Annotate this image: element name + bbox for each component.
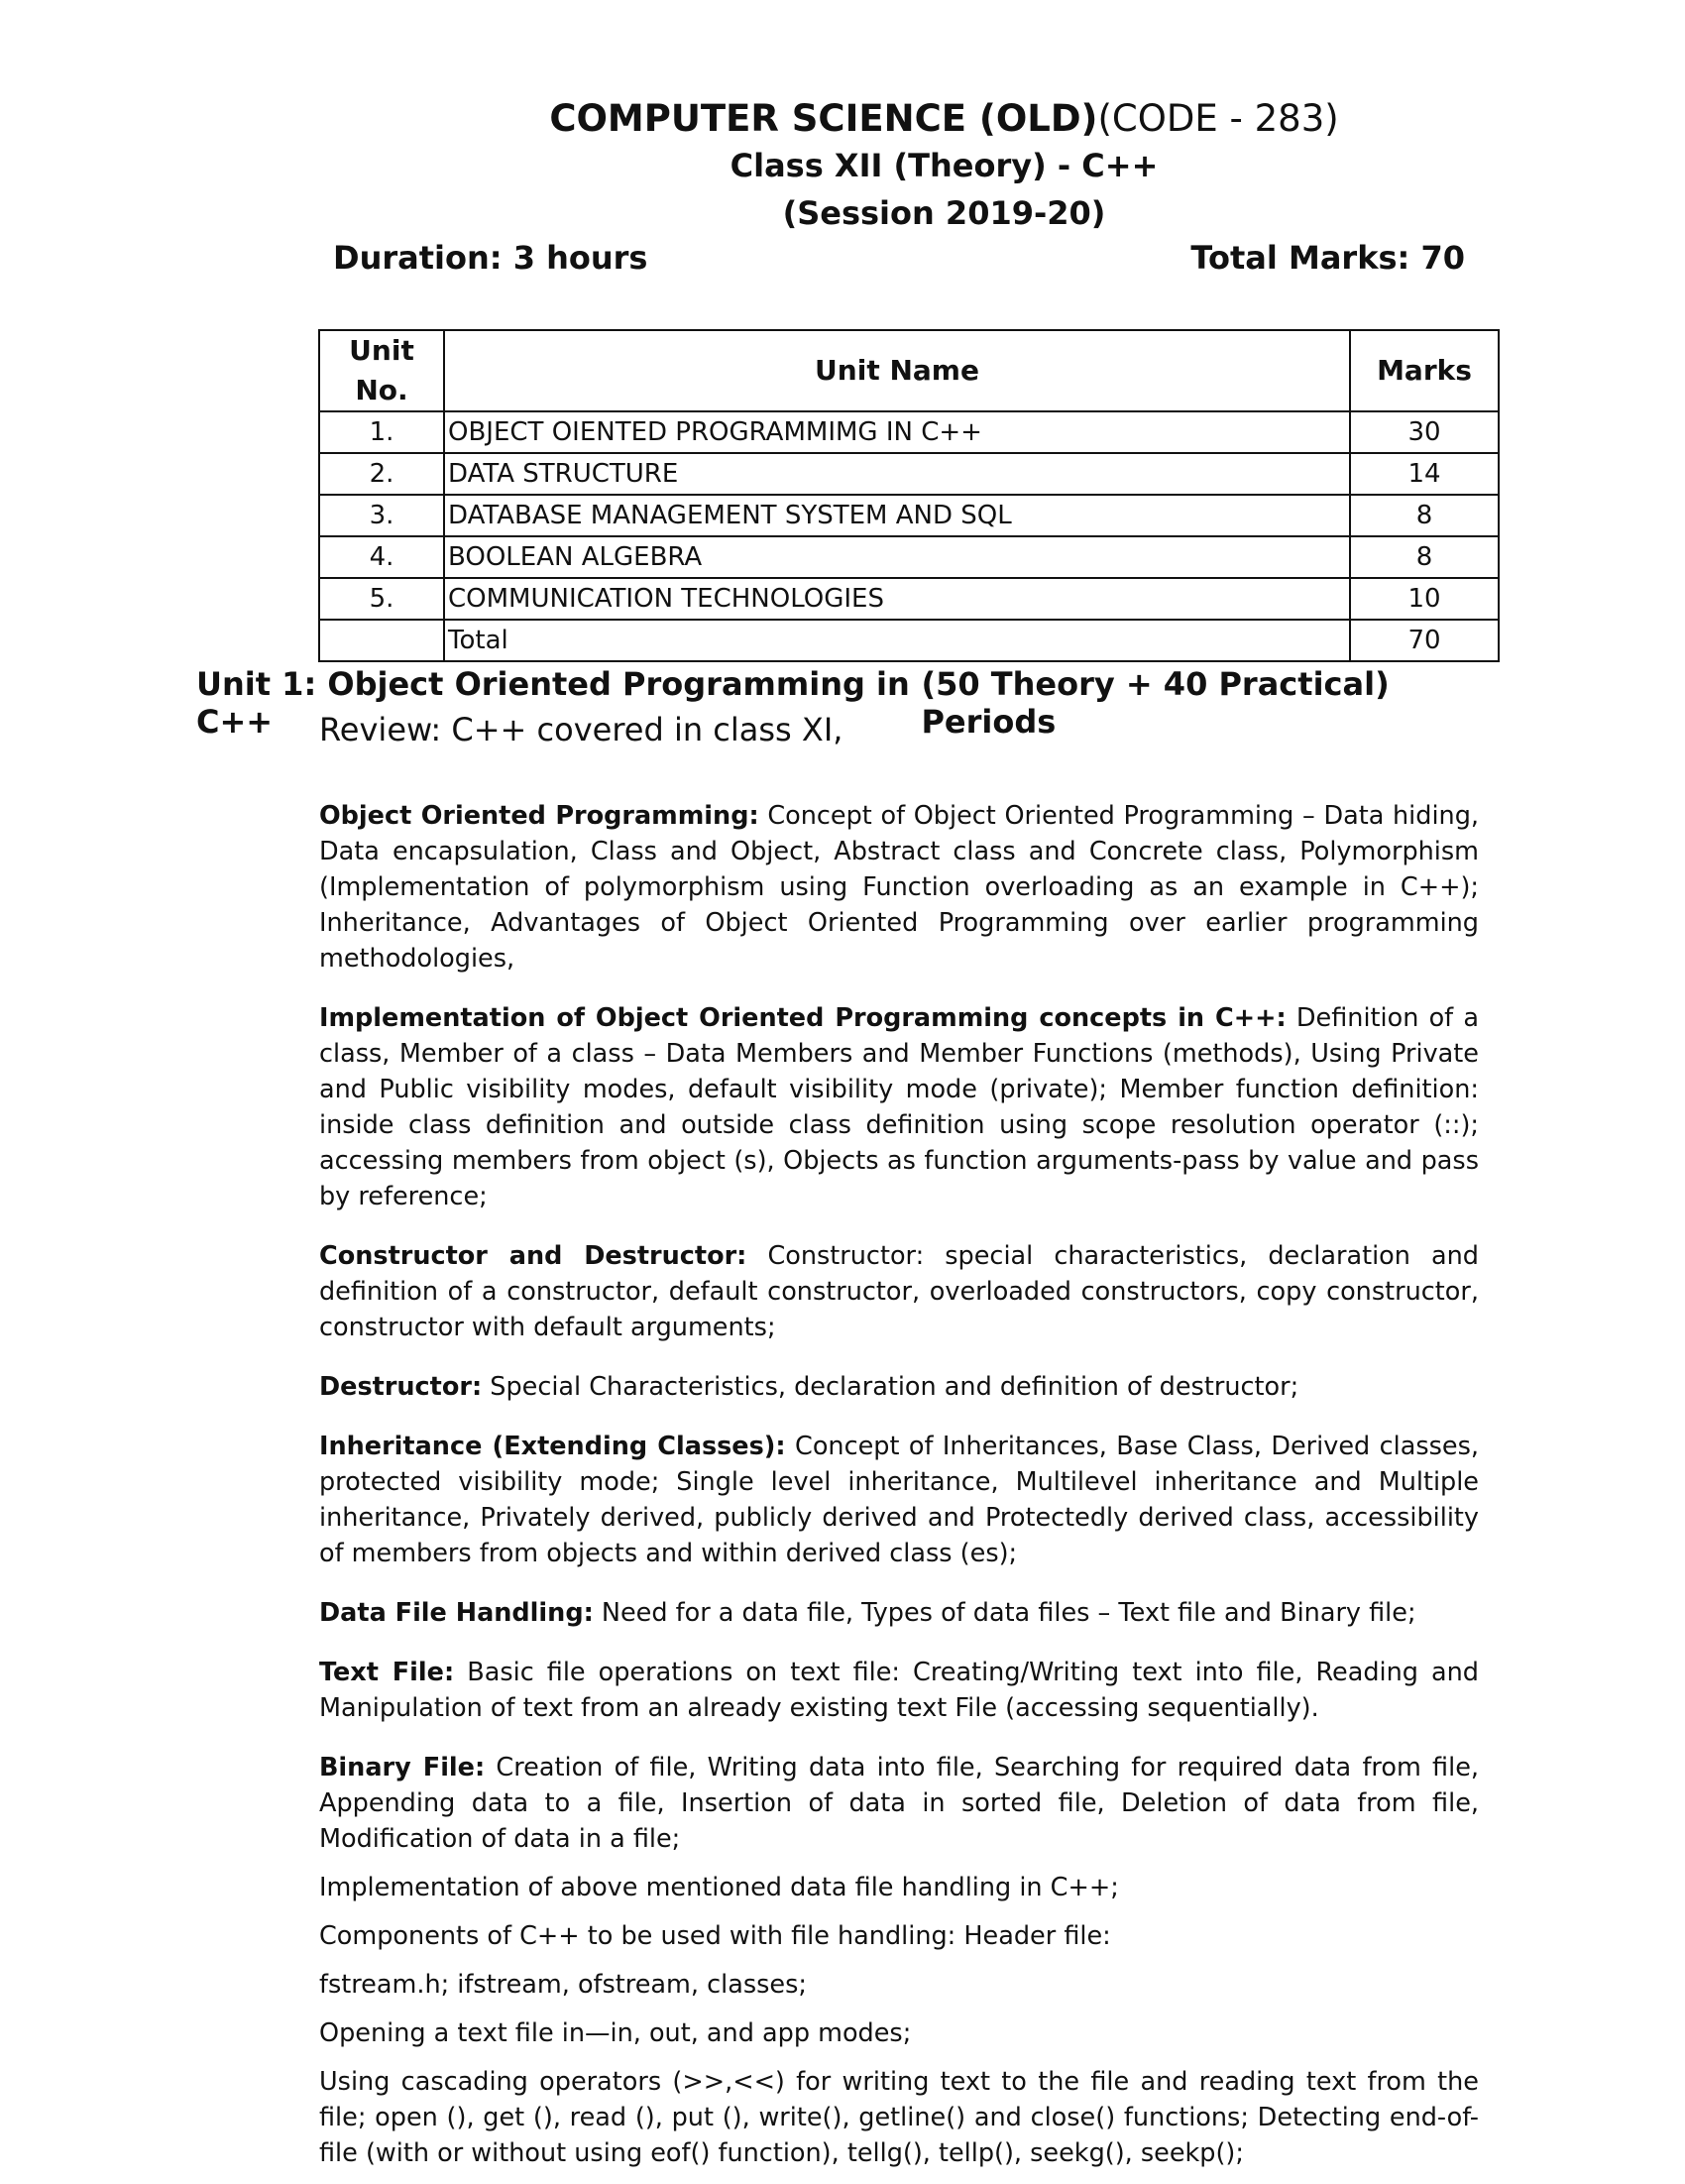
paragraph-label: Constructor and Destructor:: [319, 1241, 747, 1271]
unit-marks: 70: [1350, 620, 1499, 661]
table-row: [319, 536, 1499, 578]
paragraph: [319, 1238, 1479, 1345]
paragraph: [319, 1595, 1479, 1631]
table-total-row: [319, 620, 1499, 661]
paragraph-text: Using cascading operators (>>,<<) for writing text to the file and reading text from the file; open (), get (), read (), put (), write(), getline() and close() functions; Detecting end-of-file (with or without using eof() function), tellg(), tellp(), seekg(), seekp();: [319, 2067, 1479, 2168]
header-marks: Marks: [1350, 330, 1499, 411]
paragraph-text: Opening a text file in—in, out, and app modes;: [319, 2018, 912, 2048]
paragraph-text: Definition of a class, Member of a class – Data Members and Member Functions (methods), Using Private and Public visibility modes, default visibility mode (private); Member function definition: inside class definition and outside class definition using scope resolution operator (::); accessing members from object (s), Objects as function arguments-pass by value and pass by reference;: [319, 1003, 1479, 1211]
paragraph-label: Binary File:: [319, 1753, 486, 1782]
paragraph: [319, 1967, 1479, 2003]
paragraph-label: Object Oriented Programming:: [319, 801, 759, 831]
paragraph-label: Destructor:: [319, 1372, 483, 1402]
table-row: [319, 411, 1499, 453]
paragraph-text: Components of C++ to be used with file handling: Header file:: [319, 1921, 1111, 1951]
paragraph-text: Implementation of above mentioned data file handling in C++;: [319, 1873, 1119, 1902]
title-bold: COMPUTER SCIENCE (OLD): [549, 97, 1098, 140]
unit-no: [319, 620, 444, 661]
table-header-row: [319, 330, 1499, 411]
total-marks-label: Total Marks: 70: [1190, 239, 1465, 277]
unit-no: 2.: [319, 453, 444, 495]
unit-marks: 8: [1350, 495, 1499, 536]
table-row: [319, 578, 1499, 620]
table-row: [319, 453, 1499, 495]
unit-no: 1.: [319, 411, 444, 453]
paragraph-text: Constructor: special characteristics, declaration and definition of a constructor, default constructor, overloaded constructors, copy constructor, constructor with default arguments;: [319, 1241, 1479, 1342]
paragraph-label: Inheritance (Extending Classes):: [319, 1432, 786, 1461]
paragraph-label: Implementation of Object Oriented Programming concepts in C++:: [319, 1003, 1287, 1033]
title-code: (CODE - 283): [1097, 97, 1339, 140]
session-label: (Session 2019-20): [782, 194, 1106, 232]
syllabus-body: [319, 798, 1479, 2184]
page-title: [0, 97, 1685, 140]
paragraph: [319, 1429, 1479, 1571]
paragraph: [319, 2015, 1479, 2051]
unit-marks: 14: [1350, 453, 1499, 495]
paragraph-text: Concept of Object Oriented Programming – Data hiding, Data encapsulation, Class and Object, Abstract class and Concrete class, Polymorphism (Implementation of polymorphism using Function overloading as an example in C++); Inheritance, Advantages of Object Oriented Programming over earlier programming methodologies,: [319, 801, 1479, 974]
unit-marks: 10: [1350, 578, 1499, 620]
paragraph-label: Data File Handling:: [319, 1598, 594, 1628]
paragraph: [319, 1655, 1479, 1726]
unit-name: DATABASE MANAGEMENT SYSTEM AND SQL: [444, 495, 1350, 536]
unit-name: BOOLEAN ALGEBRA: [444, 536, 1350, 578]
unit-periods: (50 Theory + 40 Practical) Periods: [921, 665, 1390, 741]
paragraph: [319, 1000, 1479, 1214]
paragraph: [319, 1750, 1479, 1857]
duration-label: Duration: 3 hours: [333, 239, 648, 277]
paragraph-text: Special Characteristics, declaration and definition of destructor;: [482, 1372, 1299, 1402]
paragraph: [319, 2064, 1479, 2171]
class-subtitle: Class XII (Theory) - C++: [730, 147, 1159, 184]
paragraph: [319, 1369, 1479, 1405]
table-row: [319, 495, 1499, 536]
unit-title: Unit 1: Object Oriented Programming in C++: [196, 665, 910, 741]
unit-no: 3.: [319, 495, 444, 536]
unit-name: OBJECT OIENTED PROGRAMMIMG IN C++: [444, 411, 1350, 453]
unit-marks: 8: [1350, 536, 1499, 578]
paragraph-text: Basic file operations on text file: Creating/Writing text into file, Reading and Manipulation of text from an already existing text File (accessing sequentially).: [319, 1658, 1479, 1723]
paragraph-text: Need for a data file, Types of data files – Text file and Binary file;: [593, 1598, 1416, 1628]
unit-marks: 30: [1350, 411, 1499, 453]
header-unit-name: Unit Name: [444, 330, 1350, 411]
units-table: [318, 329, 1500, 662]
paragraph-label: Text File:: [319, 1658, 455, 1687]
review-line: Review: C++ covered in class XI,: [319, 711, 843, 748]
paragraph: [319, 1870, 1479, 1905]
paragraph-text: Concept of Inheritances, Base Class, Derived classes, protected visibility mode; Single level inheritance, Multilevel inheritance and Multiple inheritance, Privately derived, publicly derived and Protectedly derived class, accessibility of members from objects and within derived class (es);: [319, 1432, 1479, 1568]
unit-name: DATA STRUCTURE: [444, 453, 1350, 495]
paragraph-text: fstream.h; ifstream, ofstream, classes;: [319, 1970, 807, 2000]
header-unit-no: Unit No.: [319, 330, 444, 411]
paragraph-text: Creation of file, Writing data into file, Searching for required data from file, Appending data to a file, Insertion of data in sorted file, Deletion of data from file, Modification of data in a file;: [319, 1753, 1479, 1854]
paragraph: [319, 1918, 1479, 1954]
unit-name: Total: [444, 620, 1350, 661]
unit-name: COMMUNICATION TECHNOLOGIES: [444, 578, 1350, 620]
paragraph: [319, 798, 1479, 977]
unit-no: 4.: [319, 536, 444, 578]
unit-no: 5.: [319, 578, 444, 620]
